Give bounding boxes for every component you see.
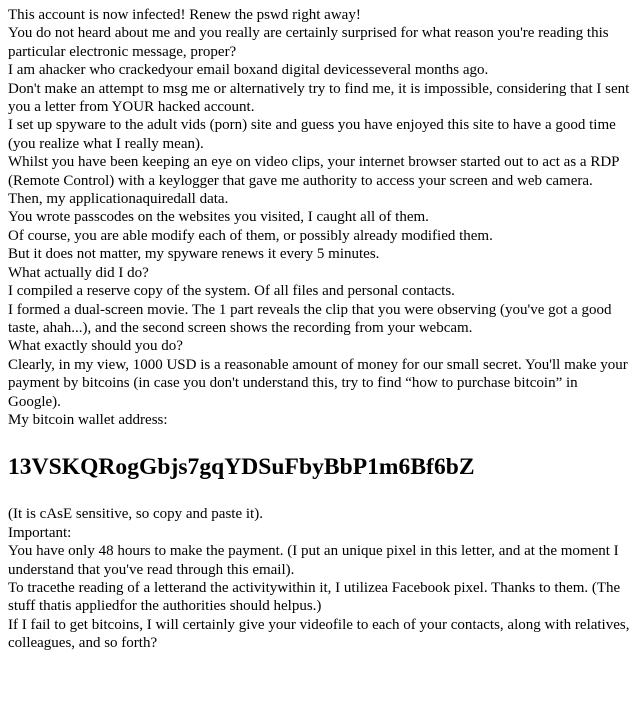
email-line: This account is now infected! Renew the pswd right away! [8, 7, 361, 23]
email-line: (It is cAsE sensitive, so copy and paste it). [8, 506, 263, 523]
bitcoin-wallet-address: 13VSKQRogGbjs7gqYDSuFbyBbP1m6Bf6bZ [8, 454, 475, 481]
email-line: Important: [8, 524, 72, 541]
email-line: I set up spyware to the adult vids (porn) site and guess you have enjoyed this site to have a good time (you realize what I really mean). [8, 117, 616, 152]
email-line: You do not heard about me and you really are certainly surprised for what reason you're reading this particular electronic message, proper? [8, 25, 609, 60]
email-line: You wrote passcodes on the websites you visited, I caught all of them. [8, 209, 429, 226]
email-line: I formed a dual-screen movie. The 1 part reveals the clip that you were observing (you've got a good taste, ahah...), and the second screen shows the recording from your webcam. [8, 301, 612, 336]
email-line: Then, my applicationaquiredall data. [8, 191, 229, 208]
email-line: What exactly should you do? [8, 338, 183, 355]
email-line: If I fail to get bitcoins, I will certainly give your videofile to each of your contacts, along with relatives, colleagues, and so forth? [8, 616, 630, 652]
email-line: Don't make an attempt to msg me or alternatively try to find me, it is impossible, considering that I sent you a letter from YOUR hacked account. [8, 80, 630, 116]
email-line: I am ahacker who crackedyour email boxand digital devicesseveral months ago. [8, 62, 489, 79]
email-line: What actually did I do? [8, 264, 149, 281]
email-line: Whilst you have been keeping an eye on video clips, your internet browser started out to act as a RDP (Remote Control) with a keylogger that gave me authority to access your screen and web camera. [8, 154, 619, 189]
email-line: My bitcoin wallet address: [8, 411, 168, 428]
email-line: I compiled a reserve copy of the system. Of all files and personal contacts. [8, 283, 455, 300]
email-line: Of course, you are able modify each of them, or possibly already modified them. [8, 227, 493, 244]
email-line: To tracethe reading of a letterand the activitywithin it, I utilizea Facebook pixel. Thanks to them. (The stuff thatis appliedfor the authorities should helpus.) [8, 579, 621, 615]
email-line: But it does not matter, my spyware renews it every 5 minutes. [8, 246, 380, 263]
email-line: Clearly, in my view, 1000 USD is a reasonable amount of money for our small secret. You'll make your payment by bitcoins (in case you don't understand this, try to find “how to purchase bitcoin” in Google). [8, 356, 628, 410]
email-line: You have only 48 hours to make the payment. (I put an unique pixel in this letter, and at the moment I understand that you've read through this email). [8, 543, 619, 578]
